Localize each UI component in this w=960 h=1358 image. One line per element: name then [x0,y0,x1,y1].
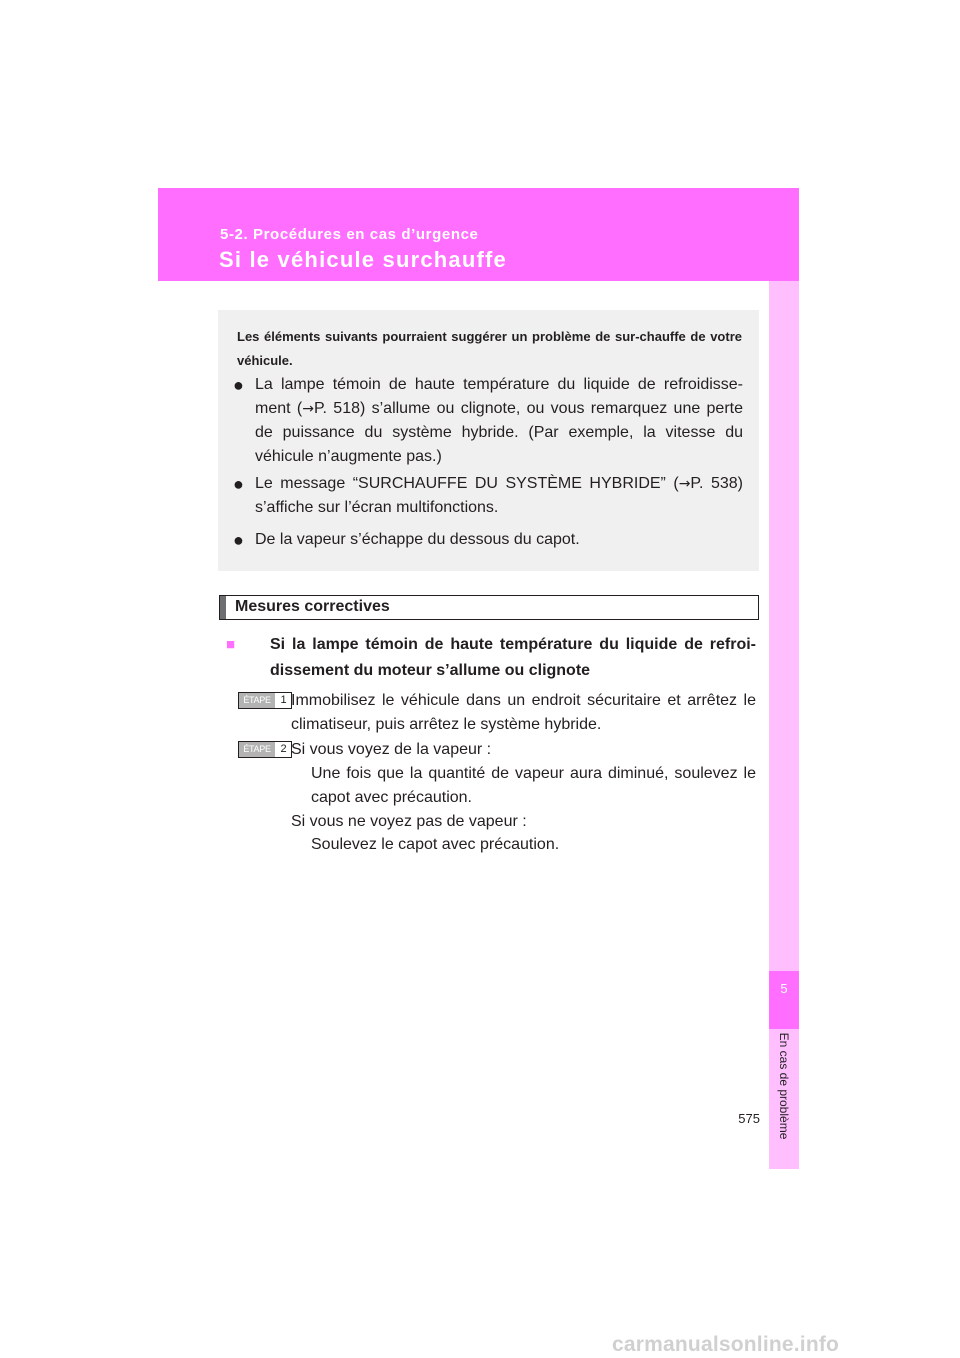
section-bar-accent [220,596,226,619]
step-word: ÉTAPE [239,693,275,708]
symptom-text-part: ) s’allume ou clignote, ou vous remarquez une perte de puissance du système hybride. (Par exemple, la vitesse du véhicule n’augmente pas.) [255,400,743,465]
symptom-item [233,472,743,520]
corrective-section-bar [219,595,759,620]
step-badge-1 [238,692,292,709]
step-1-text: Immobilisez le véhicule dans un endroit sécuritaire et arrêtez le climatiseur, puis arrêtez le système hybride. [291,692,756,733]
chapter-header [158,188,799,281]
arrow-right-icon: → [302,401,314,417]
corrective-section-title: Mesures correctives [235,598,390,615]
step-number: 1 [280,694,287,706]
section-label: 5-2. Procédures en cas d’urgence [220,226,479,243]
symptom-text [255,373,743,469]
symptom-item [233,373,743,469]
bullet-dot-icon: ● [233,474,244,494]
chapter-number: 5 [780,981,788,996]
symptom-text-part: ) s’affiche sur l’écran multifonctions. [255,475,743,516]
chapter-tab-active [769,971,799,1029]
bullet-dot-icon: ● [233,530,244,550]
page-reference: P. 538 [690,475,738,492]
step-2-no-steam-label: Si vous ne voyez pas de vapeur : [291,813,527,830]
page-title: Si le véhicule surchauffe [219,247,507,272]
step-number: 2 [280,743,287,755]
step-2-no-steam-instruction: Soulevez le capot avec précaution. [311,836,560,853]
chapter-label: En cas de problème [777,1032,791,1140]
symptom-item [233,528,743,552]
symptom-text-part: La lampe témoin de haute température du liquide de refroidisse-ment ( [255,376,743,417]
step-2-steam-instruction: Une fois que la quantité de vapeur aura diminué, soulevez le capot avec précaution. [311,765,756,806]
step-2-text: Si vous voyez de la vapeur : [291,741,492,758]
page-reference: P. 518 [313,400,360,417]
step-badge-2 [238,741,292,758]
symptom-text-part: Le message “SURCHAUFFE DU SYSTÈME HYBRIDE” ( [255,475,679,492]
procedure-heading-text: Si la lampe témoin de haute température du liquide de refroi-dissement du moteur s’allume ou clignote [270,636,756,679]
procedure-heading [226,632,756,684]
symptoms-box [218,310,759,571]
bullet-dot-icon: ● [233,375,244,395]
site-watermark: carmanualsonline.info [612,1333,840,1356]
page-number: 575 [738,1111,760,1126]
symptom-text [255,472,743,520]
chapter-side-tab [769,281,799,1169]
symptoms-intro: Les éléments suivants pourraient suggérer un problème de sur-chauffe de votre véhicule. [237,329,742,368]
symptom-text: De la vapeur s’échappe du dessous du capot. [255,531,580,548]
square-bullet-icon: ■ [226,636,236,653]
step-word: ÉTAPE [239,742,275,757]
arrow-right-icon: → [678,476,691,492]
